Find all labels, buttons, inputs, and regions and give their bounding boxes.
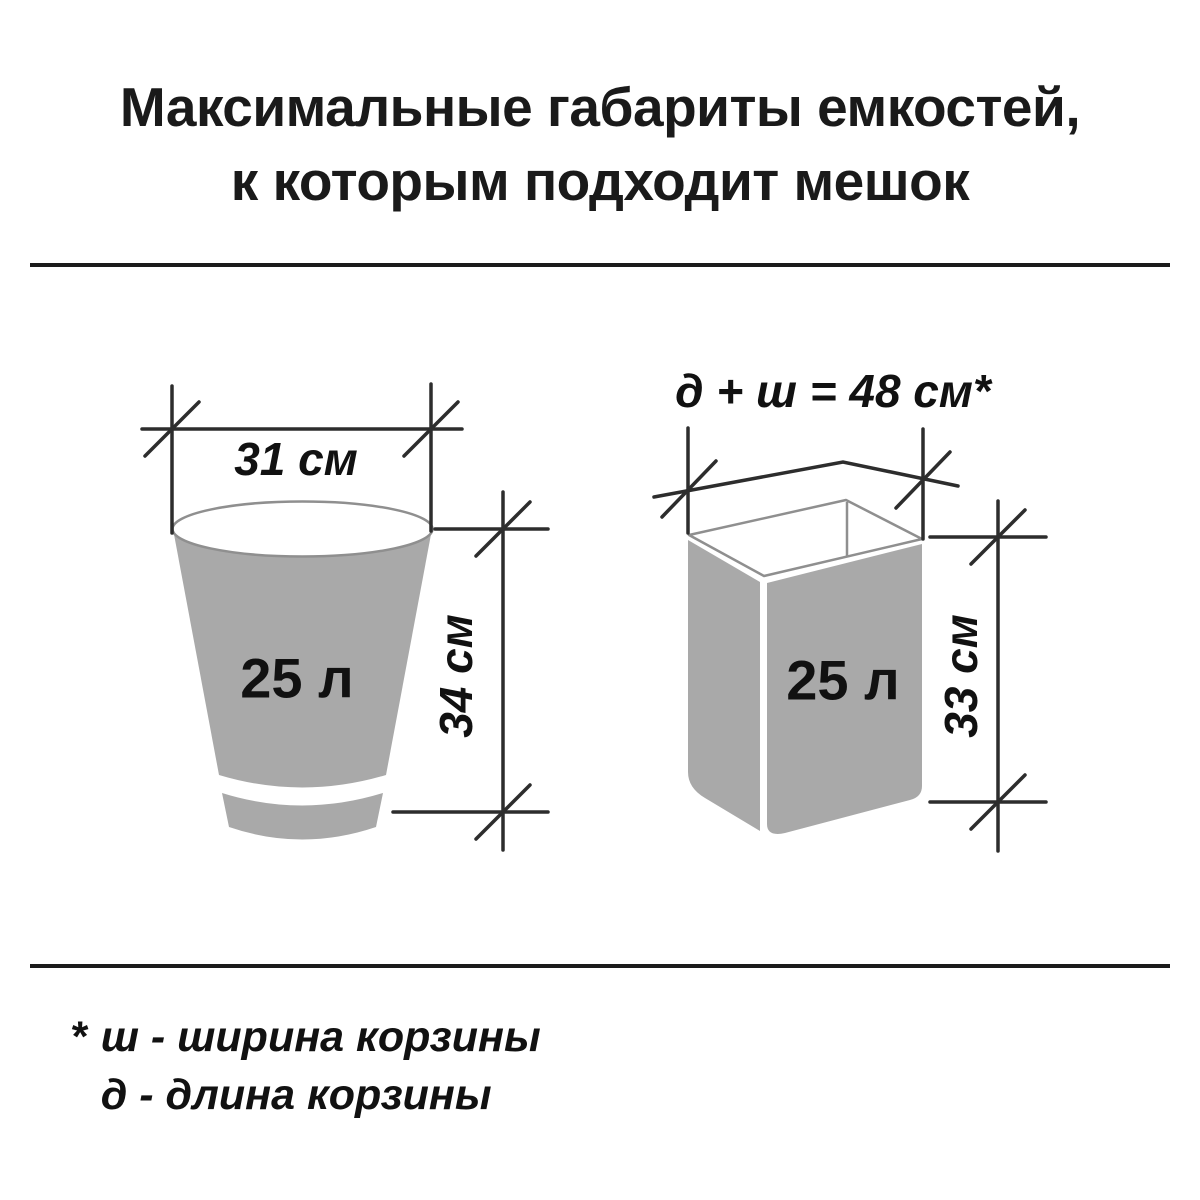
footnote-line-2: д - длина корзины xyxy=(100,1071,492,1119)
sum-label-right: д + ш = 48 см* xyxy=(675,365,991,417)
title-line-1: Максимальные габариты емкостей, xyxy=(119,76,1081,138)
height-label-left: 34 см xyxy=(430,614,482,738)
title-line-2: к которым подходит мешок xyxy=(230,150,970,212)
height-label-right: 33 см xyxy=(935,614,987,738)
rect-bin-left-face xyxy=(688,540,760,831)
round-bucket-rim xyxy=(173,502,433,557)
divider-bottom xyxy=(30,964,1170,968)
footnote-star: * xyxy=(70,1013,87,1061)
volume-label-right: 25 л xyxy=(786,648,900,712)
width-label-left: 31 см xyxy=(234,433,358,485)
round-bucket-base xyxy=(222,793,383,840)
footnote-lines xyxy=(101,1008,541,1124)
footnote-line-1: ш - ширина корзины xyxy=(100,1013,541,1061)
footnote xyxy=(70,1008,541,1124)
volume-label-left: 25 л xyxy=(240,646,354,710)
